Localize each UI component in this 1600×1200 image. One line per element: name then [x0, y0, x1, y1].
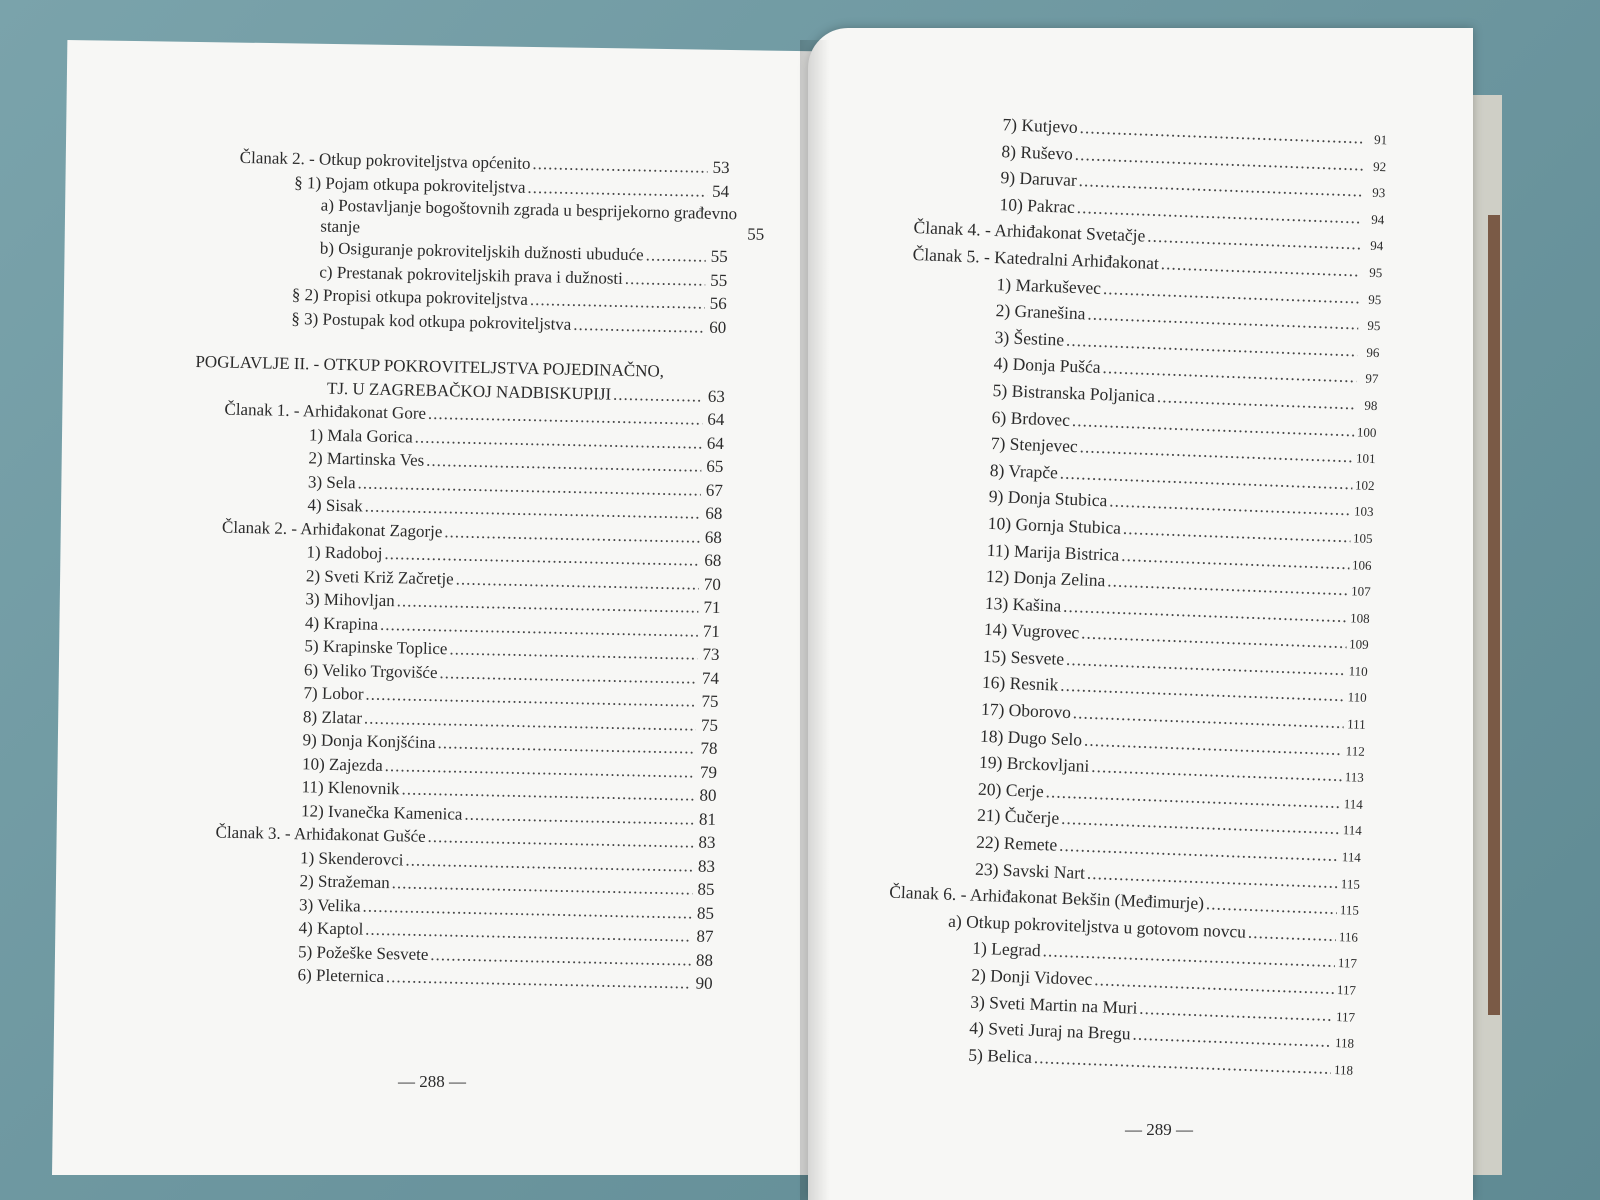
toc-entry-label: 1) Mala Gorica [308, 424, 413, 447]
toc-entry-page: 93 [1371, 184, 1386, 201]
toc-entry-label: 9) Donja Konjšćina [302, 730, 436, 753]
toc-entry-label: 7) Stenjevec [990, 433, 1079, 457]
toc-entry-page: 109 [1348, 636, 1369, 653]
toc-entry-page: 63 [707, 386, 726, 406]
toc-entry-page: 113 [1344, 769, 1365, 786]
toc-entry-label: 1) Markuševec [996, 273, 1102, 298]
toc-entry-label: 11) Klenovnik [301, 777, 400, 799]
toc-entry-label: 20) Cerje [977, 778, 1045, 802]
toc-entry-label: b) Osiguranje pokroviteljskih dužnosti ubuduće [319, 238, 644, 265]
toc-entry-page: 94 [1370, 211, 1385, 228]
leader-dots [625, 266, 706, 291]
toc-entry-page: 117 [1335, 1008, 1356, 1025]
toc-entry-label: 3) Šestine [994, 326, 1065, 350]
toc-entry-label: 3) Sela [307, 471, 356, 492]
toc-entry-label: § 1) Pojam otkupa pokroviteljstva [294, 172, 526, 197]
toc-entry-label: 6) Veliko Trgovišće [303, 659, 438, 682]
toc-entry-page: 92 [1372, 158, 1387, 174]
toc-entry-label: POGLAVLJE II. - OTKUP POKROVITELJSTVA POJEDINAČNO, [195, 351, 665, 381]
toc-entry-label: 12) Ivanečka Kamenica [300, 800, 463, 824]
toc-entry-page: 55 [710, 246, 728, 267]
toc-entry-page: 81 [698, 809, 717, 829]
toc-entry-page: 55 [710, 270, 728, 290]
toc-entry-page: 68 [705, 503, 723, 524]
toc-entry-label: a) Postavljanje bogoštovnih zgrada u besprijekorno građevno stanje [320, 195, 738, 237]
toc-entry-label: 4) Krapina [304, 612, 379, 634]
toc-entry-page: 101 [1355, 450, 1376, 467]
toc-entry-page: 80 [699, 785, 717, 805]
book-gutter [800, 40, 830, 1200]
toc-entry-page: 114 [1342, 822, 1363, 839]
toc-entry-label: § 3) Postupak kod otkupa pokroviteljstva [291, 308, 572, 334]
toc-entry-label: Članak 2. - Otkup pokroviteljstva općenito [239, 147, 531, 173]
toc-entry-page: 71 [702, 621, 721, 641]
toc-entry-page: 56 [709, 293, 727, 314]
toc-entry-page: 74 [701, 668, 720, 688]
toc-entry-label: Članak 2. - Arhiđakonat Zagorje [221, 517, 443, 541]
toc-entry-page: 70 [703, 574, 722, 594]
toc-entry-page: 100 [1356, 423, 1377, 440]
toc-entry-label: 18) Dugo Selo [979, 725, 1083, 750]
toc-entry-label: 2) Donji Vidovec [970, 964, 1093, 990]
toc-entry-page: 94 [1370, 238, 1384, 254]
toc-entry-page: 95 [1367, 317, 1381, 334]
leader-dots [573, 312, 704, 338]
toc-entry-label: a) Otkup pokroviteljstva u gotovom novcu [947, 910, 1247, 942]
toc-entry-label: Članak 4. - Arhiđakonat Svetačje [913, 217, 1146, 246]
toc-entry-page: 115 [1340, 875, 1361, 892]
toc-entry-label: 2) Sveti Križ Začretje [305, 565, 454, 588]
toc-entry-page: 116 [1338, 928, 1359, 945]
toc-entry-label: 15) Sesvete [982, 645, 1065, 669]
toc-entry-page: 75 [701, 691, 719, 711]
toc-entry-page: 114 [1341, 849, 1362, 865]
toc-entry-label: 14) Vugrovec [983, 619, 1080, 643]
toc-entry-page: 64 [706, 433, 725, 453]
page-number-left: — 288 — [398, 1072, 466, 1091]
toc-entry-page: 53 [712, 157, 730, 178]
toc-entry-page: 78 [700, 738, 718, 758]
toc-entry-page: 54 [711, 181, 730, 201]
toc-entry-label: 5) Belica [968, 1044, 1033, 1067]
toc-entry-page: 67 [705, 480, 724, 500]
toc-entry-label: TJ. U ZAGREBAČKOJ NADBISKUPIJI [326, 378, 612, 404]
toc-entry-page: 87 [696, 926, 714, 946]
toc-entry-page: 117 [1336, 982, 1357, 998]
toc-entry-label: 3) Velika [298, 894, 361, 916]
toc-entry-page: 110 [1347, 689, 1367, 706]
toc-entry-label: 8) Vrapče [989, 459, 1059, 483]
toc-entry-label: 9) Donja Stubica [988, 486, 1108, 511]
toc-entry-label: Članak 1. - Arhiđakonat Gore [224, 399, 427, 423]
toc-entry-page: 98 [1364, 397, 1378, 414]
toc-entry-page: 111 [1346, 716, 1367, 732]
toc-entry-label: 5) Bistranska Poljanica [992, 379, 1156, 406]
toc-entry-label: 2) Stražeman [299, 871, 390, 893]
toc-entry-label: 12) Donja Zelina [985, 566, 1106, 591]
toc-entry-label: 4) Sisak [307, 495, 363, 516]
toc-entry-label: 1) Radoboj [306, 542, 383, 563]
toc-entry-label: 10) Pakrac [999, 193, 1076, 217]
page-number-right: — 289 — [1125, 1120, 1193, 1139]
toc-entry-label: 4) Kaptol [298, 918, 364, 939]
toc-entry-label: 22) Remete [975, 831, 1058, 855]
toc-entry-page: 117 [1337, 955, 1358, 972]
toc-entry-label: § 2) Propisi otkupa pokroviteljstva [291, 284, 529, 309]
toc-entry-page: 102 [1354, 477, 1375, 493]
toc-entry-page: 85 [696, 903, 715, 923]
toc-entry-label: 10) Zajezda [301, 753, 383, 775]
toc-entry-label: 2) Martinska Ves [308, 448, 425, 470]
toc-entry-label: 17) Oborovo [980, 698, 1072, 723]
toc-entry-page: 118 [1333, 1061, 1354, 1078]
toc-entry-page: 110 [1348, 663, 1368, 679]
toc-entry-page: 88 [695, 950, 714, 970]
toc-entry-page: 60 [709, 317, 727, 337]
toc-entry-label: 23) Savski Nart [974, 858, 1086, 883]
toc-entry-page: 118 [1334, 1035, 1355, 1051]
toc-entry-label: 5) Požeške Sesvete [297, 941, 429, 964]
toc-entry-page: 112 [1345, 742, 1366, 759]
toc-entry-page: 108 [1349, 609, 1370, 626]
toc-entry-page: 73 [702, 644, 720, 664]
toc-entry-page: 85 [697, 879, 715, 899]
toc-entry-label: 8) Ruševo [1001, 140, 1074, 164]
toc-entry-page: 95 [1369, 264, 1383, 281]
leader-dots [1248, 920, 1337, 949]
toc-entry-label: 9) Daruvar [1000, 167, 1078, 191]
toc-left-column [182, 145, 765, 995]
toc-entry-label: Članak 5. - Katedralni Arhiđakonat [912, 243, 1160, 273]
toc-entry-label: 2) Granešina [995, 300, 1086, 324]
toc-entry-page: 103 [1353, 503, 1374, 520]
toc-entry-label: 1) Legrad [971, 938, 1042, 961]
leader-dots [645, 243, 706, 268]
toc-entry-label: 6) Pleternica [297, 965, 385, 987]
toc-entry-label: 1) Skenderovci [299, 847, 404, 869]
toc-entry-page: 107 [1350, 583, 1371, 600]
toc-entry-page: 71 [703, 597, 721, 617]
toc-entry-label: 7) Kutjevo [1002, 114, 1079, 137]
toc-entry-page: 68 [704, 527, 723, 547]
book-spine-strip [1488, 215, 1500, 1015]
toc-entry-label: 21) Čučerje [976, 805, 1060, 829]
toc-entry-label: 11) Marija Bistrica [986, 539, 1120, 565]
toc-entry-page: 68 [704, 550, 722, 571]
toc-entry-page: 90 [695, 973, 713, 993]
toc-entry-page: 79 [699, 762, 718, 782]
toc-entry-page: 106 [1351, 556, 1372, 573]
toc-entry-label: 16) Resnik [981, 672, 1059, 696]
toc-entry-label: 8) Zlatar [302, 706, 363, 728]
toc-entry-label: 13) Kašina [984, 592, 1062, 616]
toc-entry-label: 19) Brckovljani [978, 752, 1090, 777]
toc-entry-page: 95 [1368, 291, 1382, 307]
toc-right-column [853, 108, 1388, 1083]
toc-entry-page: 115 [1339, 902, 1360, 919]
toc-entry-label: 4) Sveti Juraj na Bregu [968, 1017, 1131, 1044]
toc-entry-page: 83 [697, 856, 716, 876]
toc-entry-label: c) Prestanak pokroviteljskih prava i dužnosti [319, 262, 624, 288]
toc-entry-label: 3) Sveti Martin na Muri [969, 991, 1138, 1018]
toc-entry-page: 105 [1352, 530, 1373, 546]
toc-entry-page: 96 [1366, 344, 1380, 360]
toc-entry-page: 75 [700, 715, 719, 735]
toc-entry-label: Članak 6. - Arhiđakonat Bekšin (Međimurje) [888, 881, 1205, 914]
toc-entry-label: 7) Lobor [303, 683, 364, 704]
toc-entry-label: Članak 3. - Arhiđakonat Gušće [215, 822, 426, 846]
toc-entry-label: 4) Donja Pušća [993, 353, 1101, 378]
toc-entry-page: 65 [706, 456, 724, 477]
toc-entry-page: 64 [707, 409, 725, 430]
toc-entry-page: 114 [1343, 796, 1364, 812]
toc-entry-page: 97 [1365, 371, 1379, 387]
toc-entry-label: 6) Brdovec [991, 406, 1071, 430]
toc-entry-page: 83 [698, 832, 716, 852]
toc-entry-label: 3) Mihovljan [305, 589, 395, 611]
toc-entry-label: 10) Gornja Stubica [987, 512, 1122, 538]
toc-entry-page: 55 [747, 223, 765, 244]
toc-entry-page: 91 [1373, 131, 1388, 148]
toc-entry-label: 5) Krapinske Toplice [304, 636, 448, 659]
leader-dots [613, 382, 703, 407]
leader-dots [1206, 891, 1338, 921]
